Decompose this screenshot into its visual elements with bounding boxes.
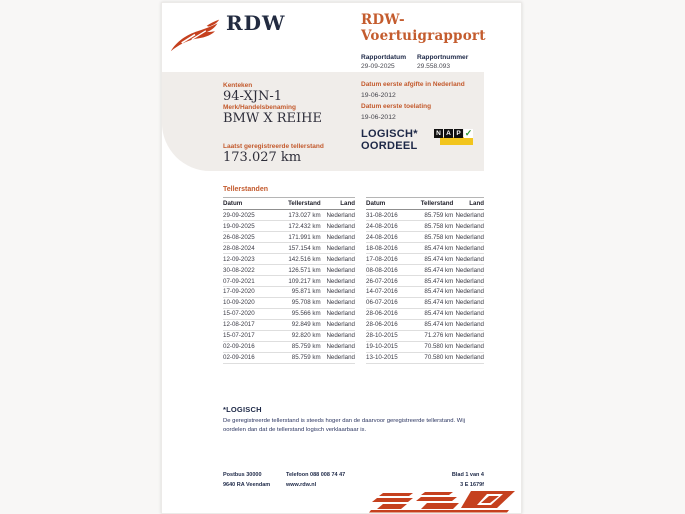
cell-datum: 06-07-2016 [366,297,413,308]
cell-tellerstand: 85.759 km [413,210,453,221]
cell-land: Nederland [453,308,484,319]
header-tellerstand: Tellerstand [413,198,453,210]
cell-land: Nederland [453,264,484,275]
cell-datum: 13-10-2015 [366,352,413,363]
cell-land: Nederland [321,231,355,242]
table-row [223,210,355,221]
table-row [366,220,484,231]
cell-datum: 15-07-2020 [223,308,276,319]
table-row [366,253,484,264]
cell-datum: 19-09-2025 [223,220,276,231]
cell-tellerstand: 126.571 km [276,264,321,275]
table-row [223,242,355,253]
table-row [223,297,355,308]
footnote-text: De geregistreerde tellerstand is steeds hoger dan de daarvoor geregistreerde tellerstand. Wij oordelen dan dat de tellerstand logisch verklaarbaar is. [223,418,465,433]
cell-land: Nederland [453,341,484,352]
cell-tellerstand: 85.759 km [276,341,321,352]
kenteken-label: Kenteken [223,82,253,89]
cell-datum: 18-08-2016 [366,242,413,253]
table-header-row [223,198,355,210]
cell-land: Nederland [453,297,484,308]
eerste-afgifte-value: 19-06-2012 [361,92,396,99]
cell-land: Nederland [321,286,355,297]
report-date-label: Rapportdatum [361,54,407,61]
eerste-toelating-value: 19-06-2012 [361,114,396,121]
footer-phone: Telefoon 088 008 74 47 [286,472,346,478]
oordeel-line1: LOGISCH* [361,128,418,140]
footer-address [223,470,270,490]
table-row [223,319,355,330]
cell-tellerstand: 70.580 km [413,341,453,352]
eerste-toelating-label: Datum eerste toelating [361,103,432,110]
cell-datum: 17-08-2016 [366,253,413,264]
nap-logo [434,127,476,149]
cell-tellerstand: 85.474 km [413,253,453,264]
table-row [223,352,355,363]
merk-value: BMW X REIHE [223,111,322,126]
cell-land: Nederland [453,253,484,264]
table-row [223,253,355,264]
table-row [366,231,484,242]
nap-check-icon: ✓ [464,128,473,138]
cell-land: Nederland [453,275,484,286]
tellerstand-label: Laatst geregistreerde tellerstand [223,143,324,150]
cell-land: Nederland [321,319,355,330]
table-row [366,286,484,297]
table-row [223,275,355,286]
table-row [366,308,484,319]
decorative-stripes-icon [369,488,521,513]
tellerstanden-title: Tellerstanden [223,186,268,193]
cell-datum: 31-08-2016 [366,210,413,221]
cell-tellerstand: 85.474 km [413,297,453,308]
table-row [366,242,484,253]
report-number-value: 29.558.093 [417,63,451,70]
cell-tellerstand: 85.474 km [413,275,453,286]
cell-land: Nederland [453,220,484,231]
cell-tellerstand: 85.759 km [276,352,321,363]
table-row [223,231,355,242]
rdw-logo-text: RDW [226,11,286,35]
table-row [366,275,484,286]
cell-tellerstand: 85.474 km [413,308,453,319]
table-row [223,308,355,319]
table-row [366,210,484,221]
cell-tellerstand: 92.849 km [276,319,321,330]
cell-land: Nederland [453,210,484,221]
cell-datum: 02-09-2016 [223,352,276,363]
cell-datum: 17-09-2020 [223,286,276,297]
nap-letter-n: N [434,129,443,138]
cell-tellerstand: 85.474 km [413,319,453,330]
cell-datum: 24-08-2016 [366,231,413,242]
cell-datum: 08-08-2016 [366,264,413,275]
cell-tellerstand: 70.580 km [413,352,453,363]
cell-land: Nederland [453,319,484,330]
footer-page-number: Blad 1 van 4 [451,472,484,478]
cell-datum: 28-08-2024 [223,242,276,253]
cell-datum: 02-09-2016 [223,341,276,352]
cell-datum: 29-09-2025 [223,210,276,221]
cell-land: Nederland [321,220,355,231]
logisch-footnote [223,405,485,435]
rdw-wing-icon [170,15,220,55]
cell-datum: 10-09-2020 [223,297,276,308]
cell-tellerstand: 95.871 km [276,286,321,297]
report-title-block [361,12,491,71]
page-title: RDW-Voertuigrapport [361,12,486,44]
cell-land: Nederland [321,253,355,264]
cell-land: Nederland [321,352,355,363]
merk-label: Merk/Handelsbenaming [223,104,296,111]
cell-tellerstand: 109.217 km [276,275,321,286]
cell-datum: 24-08-2016 [366,220,413,231]
table-row [366,319,484,330]
cell-land: Nederland [321,210,355,221]
header-datum: Datum [366,198,413,210]
tellerstanden-table-right [366,197,484,364]
cell-land: Nederland [321,308,355,319]
cell-tellerstand: 85.758 km [413,231,453,242]
tellerstand-value: 173.027 km [223,150,302,165]
table-row [366,352,484,363]
table-row [223,264,355,275]
cell-datum: 26-08-2025 [223,231,276,242]
eerste-afgifte-label: Datum eerste afgifte in Nederland [361,81,465,88]
cell-tellerstand: 172.432 km [276,220,321,231]
cell-land: Nederland [321,330,355,341]
cell-datum: 19-10-2015 [366,341,413,352]
cell-datum: 12-08-2017 [223,319,276,330]
table-row [366,341,484,352]
cell-datum: 14-07-2016 [366,286,413,297]
footer-pagination [452,470,484,490]
oordeel-text [361,129,418,152]
cell-tellerstand: 173.027 km [276,210,321,221]
vehicle-info-box [162,72,484,171]
cell-land: Nederland [321,264,355,275]
cell-datum: 07-09-2021 [223,275,276,286]
cell-tellerstand: 171.991 km [276,231,321,242]
cell-land: Nederland [453,330,484,341]
cell-land: Nederland [321,275,355,286]
cell-land: Nederland [453,352,484,363]
cell-tellerstand: 85.474 km [413,286,453,297]
table-row [223,330,355,341]
table-row [366,330,484,341]
header-datum: Datum [223,198,276,210]
footer-website: www.rdw.nl [286,482,317,488]
cell-land: Nederland [321,341,355,352]
cell-land: Nederland [453,286,484,297]
report-page [161,2,522,514]
cell-land: Nederland [321,242,355,253]
cell-datum: 26-07-2016 [366,275,413,286]
oordeel-line2: OORDEEL [361,139,418,152]
cell-datum: 28-06-2016 [366,308,413,319]
cell-tellerstand: 157.154 km [276,242,321,253]
cell-land: Nederland [453,231,484,242]
cell-tellerstand: 95.566 km [276,308,321,319]
header-land: Land [453,198,484,210]
report-date-value: 29-09-2025 [361,63,395,70]
table-row [366,297,484,308]
table-header-row [366,198,484,210]
cell-tellerstand: 71.276 km [413,330,453,341]
table-row [223,341,355,352]
cell-land: Nederland [321,297,355,308]
table-row [223,286,355,297]
table-row [366,264,484,275]
footer-address-line1: Postbus 30000 [223,472,262,478]
cell-tellerstand: 142.516 km [276,253,321,264]
report-number-label: Rapportnummer [417,54,469,61]
nap-letter-p: P [454,129,463,138]
tellerstanden-section [223,186,484,364]
cell-datum: 28-06-2016 [366,319,413,330]
cell-datum: 12-09-2023 [223,253,276,264]
cell-datum: 15-07-2017 [223,330,276,341]
cell-tellerstand: 85.758 km [413,220,453,231]
tellerstanden-table-left [223,197,355,364]
footer-address-line2: 9640 RA Veendam [223,482,271,488]
cell-tellerstand: 85.474 km [413,264,453,275]
footer-form-code: 3 E 1679f [460,482,484,488]
cell-tellerstand: 92.820 km [276,330,321,341]
table-row [223,220,355,231]
nap-letter-a: A [444,129,453,138]
header-land: Land [321,198,355,210]
cell-land: Nederland [453,242,484,253]
cell-datum: 30-08-2022 [223,264,276,275]
report-meta [361,53,491,71]
footer-contact [286,470,345,490]
kenteken-value: 94-XJN-1 [223,89,282,104]
cell-tellerstand: 95.708 km [276,297,321,308]
footnote-title: *LOGISCH [223,405,262,414]
cell-tellerstand: 85.474 km [413,242,453,253]
header-tellerstand: Tellerstand [276,198,321,210]
cell-datum: 28-10-2015 [366,330,413,341]
